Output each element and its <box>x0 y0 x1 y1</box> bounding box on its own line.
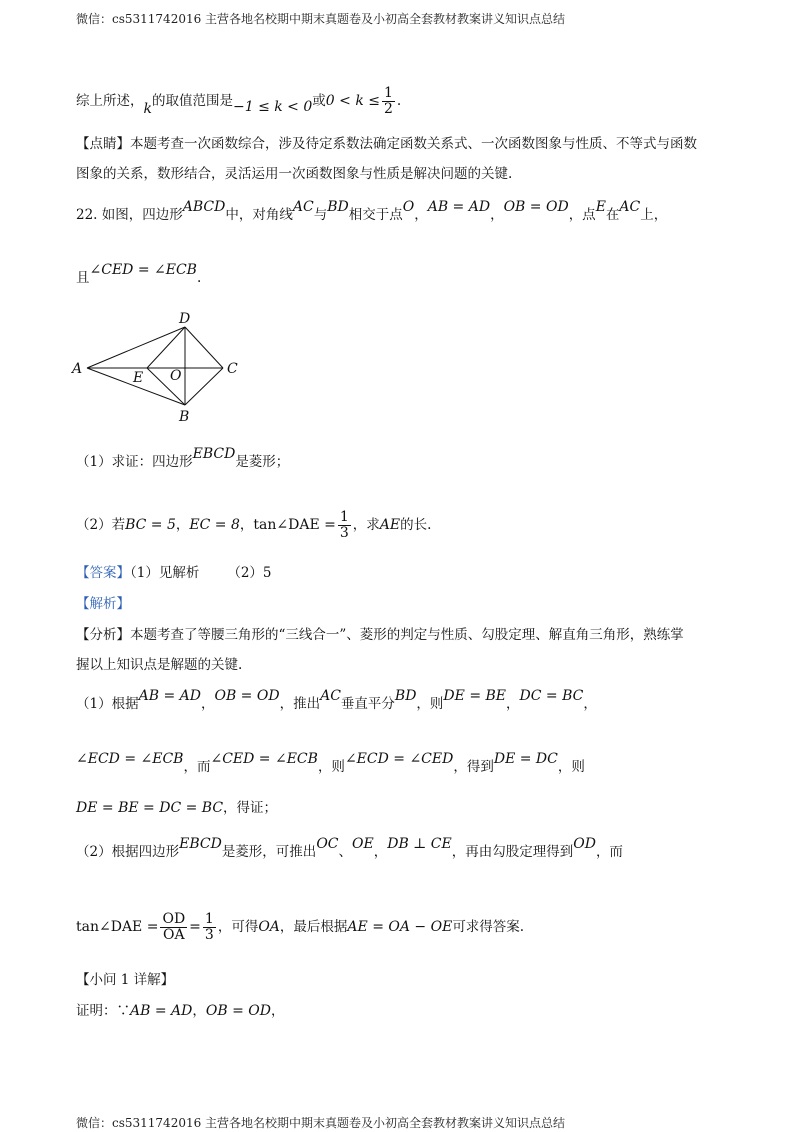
math-range-1: −1 ≤ k < 0 <box>232 99 313 115</box>
label-C: C <box>227 361 238 377</box>
math: ∠ECD = ∠CED <box>344 751 454 767</box>
text: ，则 <box>557 759 585 775</box>
text: ， <box>239 517 254 533</box>
geometry-figure <box>70 308 250 426</box>
math: AB = AD <box>427 199 491 215</box>
denominator: 2 <box>383 101 393 117</box>
text: 相交于点 <box>348 207 403 223</box>
text: ， <box>270 1003 285 1019</box>
answer-2: （2）5 <box>227 565 272 581</box>
math: EBCD <box>192 446 236 462</box>
text: 综上所述， <box>76 93 144 109</box>
denominator: 3 <box>339 525 349 541</box>
math: DE = DC <box>493 751 558 767</box>
math: AE <box>379 517 401 533</box>
text: ，得证； <box>223 800 278 816</box>
math: OC <box>316 836 339 852</box>
answer-1: （1）见解析 <box>130 565 200 581</box>
text: ，可得 <box>217 919 259 935</box>
question-22-line-2 <box>76 262 202 288</box>
fraction-od-oa <box>160 912 187 943</box>
text: ，得到 <box>453 759 494 775</box>
label-B: B <box>179 409 190 425</box>
text: 在 <box>605 207 620 223</box>
math: AC <box>619 199 641 215</box>
answer-line <box>76 563 272 583</box>
label-E: E <box>133 370 144 386</box>
text: ，而 <box>595 844 623 860</box>
text: ， <box>175 517 190 533</box>
math: ABCD <box>182 199 226 215</box>
math: tan∠DAE = <box>253 517 336 533</box>
math: DE = BE = DC = BC <box>76 800 224 816</box>
math-k: k <box>143 101 152 117</box>
math: OD <box>573 836 596 852</box>
label-A: A <box>72 361 83 377</box>
fraction-third <box>338 510 351 541</box>
segment-BC <box>185 368 223 405</box>
text: （1）根据 <box>76 696 139 712</box>
sub-question-2 <box>76 510 431 541</box>
text: （2）根据四边形 <box>76 844 180 860</box>
math: BD <box>394 688 417 704</box>
text: . <box>396 93 402 109</box>
text: 与 <box>313 207 328 223</box>
text: （1）求证：四边形 <box>76 454 193 470</box>
math: AE = OA − OE <box>347 919 453 935</box>
math-range-2: 0 < k ≤ <box>325 93 380 109</box>
xiaowen-1-heading: 【小问 1 详解】 <box>76 972 175 988</box>
math: AC <box>292 199 314 215</box>
text: 垂直平分 <box>340 696 395 712</box>
math: O <box>402 199 415 215</box>
math: EC = 8 <box>189 517 240 533</box>
text: ，再由勾股定理得到 <box>451 844 574 860</box>
math: OB = OD <box>503 199 569 215</box>
text: 可求得答案. <box>452 919 525 935</box>
text: ，而 <box>183 759 211 775</box>
text: ，求 <box>352 517 380 533</box>
page-footer: 微信：cs5311742016 主营各地名校期中期末真题卷及小初高全套教材教案讲义知识点总结 <box>76 1116 566 1130</box>
fenxi-line-2: 握以上知识点是解题的关键. <box>76 657 243 673</box>
analysis-line-1 <box>76 688 597 714</box>
math: tan∠DAE = <box>76 919 159 935</box>
numerator: OD <box>162 911 186 927</box>
text: ， <box>373 844 388 860</box>
text: 或 <box>312 93 326 109</box>
math: DC = BC <box>519 688 584 704</box>
text: ，点 <box>568 207 596 223</box>
text: ， <box>506 696 520 712</box>
text: 中，对角线 <box>225 207 293 223</box>
numerator: 1 <box>383 85 393 101</box>
analysis-line-4 <box>76 836 623 862</box>
math: EBCD <box>179 836 222 852</box>
text: ，则 <box>416 696 444 712</box>
analysis-line-3 <box>76 798 277 818</box>
text: 的取值范围是 <box>151 93 233 109</box>
math: AC <box>320 688 341 704</box>
fraction-third-2 <box>203 912 216 943</box>
math: OB = OD <box>205 1003 271 1019</box>
text: 的长. <box>400 517 432 533</box>
text: ，最后根据 <box>279 919 348 935</box>
proof-line <box>76 1001 284 1021</box>
conclusion-line <box>76 86 401 117</box>
text: 且 <box>76 270 90 286</box>
text: 上， <box>640 207 668 223</box>
jiexi-tag: 【解析】 <box>76 596 130 612</box>
segment-DC <box>185 327 223 368</box>
dianjing-line-2: 图象的关系，数形结合，灵活运用一次函数图象与性质是解决问题的关键. <box>76 166 513 182</box>
math: E <box>595 199 606 215</box>
math: ∠CED = ∠ECB <box>89 262 197 278</box>
dianjing-line-1: 【点睛】本题考查一次函数综合，涉及待定系数法确定函数关系式、一次函数图象与性质、不等式与函数 <box>76 136 697 152</box>
text: ， <box>192 1003 206 1019</box>
text: （2）若 <box>76 517 126 533</box>
math: DE = BE <box>443 688 507 704</box>
fenxi-line-1: 【分析】本题考查了等腰三角形的“三线合一”、菱形的判定与性质、勾股定理、解直角三角形，熟练掌 <box>76 627 684 643</box>
math: OB = OD <box>214 688 280 704</box>
text: ，则 <box>317 759 345 775</box>
text: 、 <box>338 844 353 860</box>
math: BD <box>327 199 349 215</box>
text: ，推出 <box>279 696 321 712</box>
text: 22. 如图，四边形 <box>76 207 183 223</box>
text: ， <box>583 696 597 712</box>
fraction-half <box>382 86 395 117</box>
label-O: O <box>170 368 182 384</box>
math: BC = 5 <box>125 517 176 533</box>
text: ， <box>414 207 428 223</box>
text: 证明：∵ <box>76 1003 130 1019</box>
text: ， <box>490 207 504 223</box>
math: OA <box>258 919 280 935</box>
math: AB = AD <box>130 1003 193 1019</box>
math: ∠ECD = ∠ECB <box>76 751 184 767</box>
denominator: OA <box>163 927 185 943</box>
numerator: 1 <box>204 911 214 927</box>
page-header: 微信：cs5311742016 主营各地名校期中期末真题卷及小初高全套教材教案讲义知识点总结 <box>76 12 566 26</box>
answer-tag: 【答案】 <box>76 565 130 581</box>
sub-question-1 <box>76 446 290 472</box>
segment-ED <box>147 327 185 368</box>
analysis-line-2 <box>76 751 585 777</box>
question-22-line-1 <box>76 199 668 225</box>
denominator: 3 <box>204 927 214 943</box>
label-D: D <box>179 311 191 327</box>
text: 是菱形； <box>235 454 290 470</box>
text: 是菱形，可推出 <box>221 844 317 860</box>
math: ∠CED = ∠ECB <box>210 751 318 767</box>
analysis-line-5 <box>76 912 524 943</box>
math-equals: = <box>189 919 201 935</box>
segment-AD <box>87 327 185 368</box>
text: ， <box>200 696 215 712</box>
numerator: 1 <box>339 509 349 525</box>
math: OE <box>352 836 374 852</box>
text: . <box>196 270 202 286</box>
math: DB ⊥ CE <box>387 836 452 852</box>
math: AB = AD <box>138 688 201 704</box>
